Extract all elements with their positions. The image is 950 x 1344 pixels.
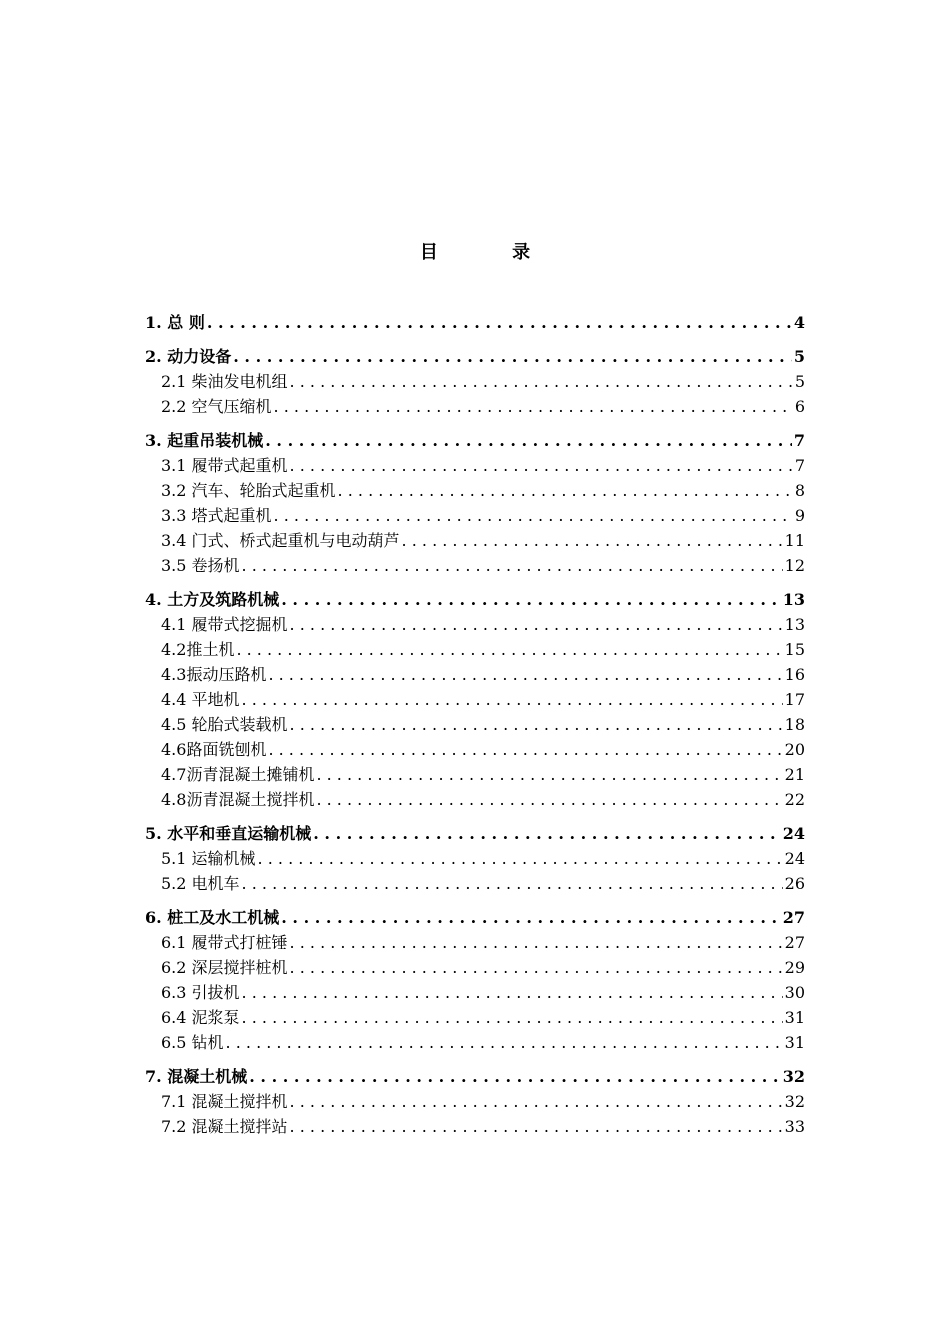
toc-entry-label: 5. 水平和垂直运输机械 (145, 824, 312, 843)
toc-page-number: 4 (793, 313, 805, 332)
toc-section-entry[interactable] (145, 687, 805, 712)
toc-section-entry[interactable] (145, 637, 805, 662)
toc-leader-dots (242, 687, 783, 712)
toc-entry-label: 6.4 泥浆泵 (161, 1008, 240, 1027)
toc-entry-label: 4.3振动压路机 (161, 665, 267, 684)
toc-leader-dots (242, 553, 783, 578)
toc-leader-dots (233, 344, 792, 369)
toc-page-number: 5 (794, 372, 805, 391)
toc-page-number: 27 (784, 933, 805, 952)
toc-chapter-entry[interactable] (145, 587, 805, 612)
toc-entry-label: 2.2 空气压缩机 (161, 397, 272, 416)
toc-section-entry[interactable] (145, 762, 805, 787)
toc-leader-dots (268, 737, 782, 762)
toc-entry-label: 1. 总 则 (145, 313, 205, 332)
toc-page-number: 24 (784, 849, 805, 868)
toc-chapter-entry[interactable] (145, 821, 805, 846)
toc-leader-dots (290, 369, 793, 394)
toc-section-entry[interactable] (145, 528, 805, 553)
toc-chapter-entry[interactable] (145, 1064, 805, 1089)
toc-page-number: 6 (794, 397, 805, 416)
toc-leader-dots (265, 428, 792, 453)
toc-page-number: 33 (784, 1117, 805, 1136)
toc-leader-dots (402, 528, 783, 553)
toc-leader-dots (242, 980, 783, 1005)
toc-entry-label: 6.1 履带式打桩锤 (161, 933, 288, 952)
toc-entry-label: 6.5 钻机 (161, 1033, 224, 1052)
toc-entry-label: 4.7沥青混凝土摊铺机 (161, 765, 315, 784)
toc-page-number: 8 (794, 481, 805, 500)
toc-section-entry[interactable] (145, 737, 805, 762)
toc-section-entry[interactable] (145, 712, 805, 737)
toc-leader-dots (207, 310, 792, 335)
toc-leader-dots (236, 637, 782, 662)
toc-leader-dots (290, 955, 783, 980)
toc-leader-dots (242, 1005, 783, 1030)
toc-page-number: 5 (793, 347, 805, 366)
toc-chapter-entry[interactable] (145, 905, 805, 930)
toc-entry-label: 4.4 平地机 (161, 690, 240, 709)
toc-section-entry[interactable] (145, 553, 805, 578)
toc-leader-dots (316, 787, 782, 812)
toc-page-number: 30 (784, 983, 805, 1002)
toc-section-entry[interactable] (145, 955, 805, 980)
toc-entry-label: 4.5 轮胎式装载机 (161, 715, 288, 734)
toc-entry-label: 5.1 运输机械 (161, 849, 256, 868)
toc-entry-label: 3. 起重吊装机械 (145, 431, 264, 450)
toc-leader-dots (316, 762, 782, 787)
toc-section-entry[interactable] (145, 1030, 805, 1055)
toc-entry-label: 3.3 塔式起重机 (161, 506, 272, 525)
toc-section-entry[interactable] (145, 930, 805, 955)
toc-entry-label: 2. 动力设备 (145, 347, 232, 366)
toc-leader-dots (290, 1114, 783, 1139)
toc-page-number: 26 (784, 874, 805, 893)
toc-section-entry[interactable] (145, 503, 805, 528)
toc-entry-label: 3.5 卷扬机 (161, 556, 240, 575)
toc-entry-label: 4.8沥青混凝土搅拌机 (161, 790, 315, 809)
toc-page-number: 20 (784, 740, 805, 759)
toc-chapter-entry[interactable] (145, 310, 805, 335)
toc-leader-dots (226, 1030, 783, 1055)
toc-entry-label: 7. 混凝土机械 (145, 1067, 248, 1086)
toc-page-number: 13 (784, 615, 805, 634)
toc-page-number: 31 (784, 1008, 805, 1027)
toc-section-entry[interactable] (145, 1005, 805, 1030)
toc-section-entry[interactable] (145, 980, 805, 1005)
toc-entry-label: 5.2 电机车 (161, 874, 240, 893)
toc-leader-dots (290, 1089, 783, 1114)
toc-section-entry[interactable] (145, 369, 805, 394)
toc-leader-dots (249, 1064, 780, 1089)
toc-section-entry[interactable] (145, 846, 805, 871)
toc-entry-label: 3.1 履带式起重机 (161, 456, 288, 475)
toc-page-number: 17 (784, 690, 805, 709)
toc-page-number: 18 (784, 715, 805, 734)
toc-leader-dots (268, 662, 782, 687)
toc-section-entry[interactable] (145, 478, 805, 503)
toc-entry-label: 6.2 深层搅拌桩机 (161, 958, 288, 977)
toc-entry-label: 3.4 门式、桥式起重机与电动葫芦 (161, 531, 400, 550)
toc-page-number: 32 (782, 1067, 805, 1086)
toc-page-number: 31 (784, 1033, 805, 1052)
toc-entry-label: 4.6路面铣刨机 (161, 740, 267, 759)
toc-section-entry[interactable] (145, 662, 805, 687)
table-of-contents (145, 310, 805, 1139)
toc-section-entry[interactable] (145, 612, 805, 637)
toc-page-number: 24 (782, 824, 805, 843)
toc-page-number: 7 (794, 456, 805, 475)
toc-page-number: 13 (782, 590, 805, 609)
toc-section-entry[interactable] (145, 453, 805, 478)
toc-leader-dots (290, 930, 783, 955)
toc-leader-dots (274, 503, 793, 528)
toc-entry-label: 7.2 混凝土搅拌站 (161, 1117, 288, 1136)
toc-entry-label: 6. 桩工及水工机械 (145, 908, 280, 927)
toc-section-entry[interactable] (145, 1089, 805, 1114)
toc-leader-dots (274, 394, 793, 419)
toc-page-number: 16 (784, 665, 805, 684)
toc-entry-label: 6.3 引拔机 (161, 983, 240, 1002)
toc-page-number: 32 (784, 1092, 805, 1111)
toc-page-number: 21 (784, 765, 805, 784)
toc-leader-dots (313, 821, 780, 846)
toc-entry-label: 3.2 汽车、轮胎式起重机 (161, 481, 336, 500)
toc-chapter-entry[interactable] (145, 428, 805, 453)
toc-leader-dots (281, 905, 780, 930)
toc-title: 目 录 (419, 242, 565, 263)
toc-leader-dots (258, 846, 783, 871)
toc-entry-label: 7.1 混凝土搅拌机 (161, 1092, 288, 1111)
toc-leader-dots (290, 712, 783, 737)
toc-leader-dots (242, 871, 783, 896)
toc-entry-label: 4.1 履带式挖掘机 (161, 615, 288, 634)
toc-section-entry[interactable] (145, 1114, 805, 1139)
toc-page-number: 22 (784, 790, 805, 809)
toc-chapter-entry[interactable] (145, 344, 805, 369)
toc-leader-dots (290, 453, 793, 478)
toc-page-number: 11 (784, 531, 805, 550)
toc-leader-dots (281, 587, 780, 612)
toc-page-number: 29 (784, 958, 805, 977)
toc-page-number: 12 (784, 556, 805, 575)
toc-page-number: 7 (793, 431, 805, 450)
toc-leader-dots (338, 478, 793, 503)
toc-entry-label: 4.2推土机 (161, 640, 235, 659)
toc-entry-label: 4. 土方及筑路机械 (145, 590, 280, 609)
toc-section-entry[interactable] (145, 787, 805, 812)
toc-entry-label: 2.1 柴油发电机组 (161, 372, 288, 391)
toc-section-entry[interactable] (145, 871, 805, 896)
toc-leader-dots (290, 612, 783, 637)
toc-section-entry[interactable] (145, 394, 805, 419)
toc-page-number: 9 (794, 506, 805, 525)
toc-page-number: 15 (784, 640, 805, 659)
toc-page-number: 27 (782, 908, 805, 927)
